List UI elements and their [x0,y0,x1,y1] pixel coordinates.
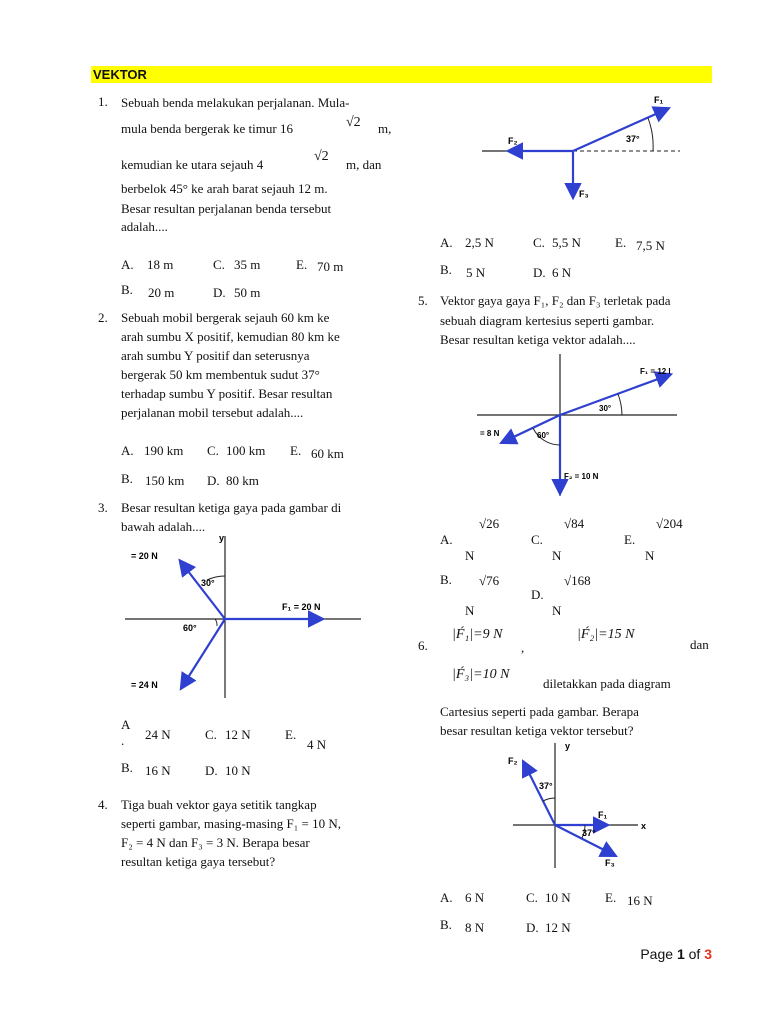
angle-label: 30° [599,404,612,413]
option-letter: D. [207,473,220,488]
angle-arc [618,394,622,415]
q6-line: diletakkan pada diagram [543,676,671,691]
angle-arc [215,619,217,626]
option-letter: A. [121,443,134,458]
option-value: 4 N [307,737,327,752]
q6-line: Cartesius seperti pada gambar. Berapa [440,704,639,719]
option-unit: N [645,548,655,563]
q1-line-5: Besar resultan perjalanan benda tersebut [121,201,332,216]
option-unit: N [552,603,562,618]
q6-f1-magnitude: |F́₁|=9 N [452,627,503,642]
q2-line: arah sumbu Y positif dan seterusnya [121,348,310,363]
f3-label: F₃ [605,858,615,868]
option-letter: D. [213,285,226,300]
q3-line: Besar resultan ketiga gaya pada gambar di [121,500,342,515]
angle-label: 37° [626,134,640,144]
q2-line: terhadap sumbu Y positif. Besar resultan [121,386,333,401]
angle-label: 60° [537,431,550,440]
q2-line: perjalanan mobil tersebut adalah.... [121,405,304,420]
option-letter: B. [121,471,133,486]
x-label: x [641,821,647,831]
q1-line-1: Sebuah benda melakukan perjalanan. Mula- [121,95,350,110]
option-letter: A. [440,532,453,547]
option-letter: C. [531,532,543,547]
option-letter: C. [207,443,219,458]
option-value: 80 km [226,473,259,488]
q6-comma: , [521,640,525,655]
option-letter: A. [121,257,134,272]
question-number: 2. [98,310,108,325]
option-value: 35 m [234,257,261,272]
q1-line-6: adalah.... [121,219,168,234]
option-letter: A. [440,890,453,905]
option-value: 70 m [317,259,344,274]
option-letter: C. [213,257,225,272]
option-letter: E. [624,532,636,547]
vector-f1 [560,375,669,415]
option-letter: D. [205,763,218,778]
page-number: 1 [676,946,685,962]
option-letter: E. [290,443,302,458]
option-letter: D. [526,920,539,935]
q5-line: Vektor gaya gaya F₁, F₂ dan F₃ terletak pada [440,293,671,308]
q4-line: F₂ = 4 N dan F₃ = 3 N. Berapa besar [121,835,310,850]
y-label: y [219,536,225,543]
f2-label: F₂ [508,136,518,146]
option-dot: . [121,733,125,748]
q5-vector-diagram [477,354,677,496]
question-number: 1. [98,94,108,109]
option-value: 50 m [234,285,261,300]
q5-line: sebuah diagram kertesius seperti gambar. [440,313,655,328]
option-value: 6 N [552,265,572,280]
q1-sqrt-2: √2 [314,149,329,164]
option-value: 2,5 N [465,235,494,250]
q4-vector-diagram [480,92,688,210]
option-letter: C. [205,727,217,742]
f1-label: F₁ = 20 N [282,602,321,612]
q4-line: Tiga buah vektor gaya setitik tangkap [121,797,317,812]
f1-label: F₁ = 12 I [640,367,671,376]
option-letter: A. [440,235,453,250]
option-letter: B. [440,572,452,587]
q4-line: seperti gambar, masing-masing F₁ = 10 N, [121,816,342,831]
option-letter: E. [605,890,617,905]
option-unit: N [465,603,475,618]
option-value: 5 N [466,265,486,280]
option-value: 150 km [145,473,185,488]
page-footer [640,946,712,962]
q2-line: arah sumbu X positif, kemudian 80 km ke [121,329,340,344]
page-of: of [688,946,701,962]
option-value: 16 N [145,763,171,778]
option-letter: D. [531,587,544,602]
option-value: 8 N [465,920,485,935]
question-number: 4. [98,797,108,812]
option-value: 16 N [627,893,653,908]
question-number: 3. [98,500,108,515]
f2-label: F₂ = 10 N [564,472,599,481]
page-label: Page [640,946,674,962]
option-value: 12 N [545,920,571,935]
option-value: 5,5 N [552,235,581,250]
option-value: 190 km [144,443,184,458]
q6-f3-magnitude: |F́₃|=10 N [452,667,510,682]
f1-label: F₁ [654,95,664,105]
header-bar [91,66,712,83]
option-value: 18 m [147,257,174,272]
f2-label: F₂ [508,756,518,766]
q6-vector-diagram [508,738,658,868]
option-value: 100 km [226,443,266,458]
option-letter: B. [121,282,133,297]
option-unit: N [465,548,475,563]
q1-line-4: berbelok 45° ke arah barat sejauh 12 m. [121,181,328,196]
q1-line-3a: kemudian ke utara sejauh 4 [121,157,264,172]
vector-f2 [181,562,225,619]
q3-line: bawah adalah.... [121,519,206,534]
option-value: √76 [479,573,500,588]
angle-label: 37° [582,828,596,838]
vector-f3 [503,415,560,442]
q1-sqrt-1: √2 [346,115,361,130]
angle-arc [648,118,653,151]
option-letter: E. [615,235,627,250]
q1-line-3b: m, dan [346,157,382,172]
q2-line: Sebuah mobil bergerak sejauh 60 km ke [121,310,330,325]
y-label: y [565,741,571,751]
q6-dan: dan [690,637,709,652]
option-unit: N [552,548,562,563]
option-value: 10 N [545,890,571,905]
option-value: 7,5 N [636,238,665,253]
option-value: 6 N [465,890,485,905]
option-value: √26 [479,516,500,531]
q5-line: Besar resultan ketiga vektor adalah.... [440,332,636,347]
q3-vector-diagram [125,536,361,698]
q1-line-2b: m, [378,121,392,136]
option-value: √204 [656,516,683,531]
option-value: 12 N [225,727,251,742]
question-number: 6. [418,638,428,653]
f3-label: = 8 N [480,429,500,438]
option-letter: D. [533,265,546,280]
option-letter: E. [285,727,297,742]
option-letter: C. [526,890,538,905]
angle-label: 37° [539,781,553,791]
angle-arc [543,798,555,801]
q1-line-2a: mula benda bergerak ke timur 16 [121,121,293,136]
page-total: 3 [704,946,712,962]
option-letter: A [121,717,131,732]
f2-label: = 20 N [131,551,158,561]
option-value: 20 m [148,285,175,300]
q6-f2-magnitude: |F́₂|=15 N [577,627,635,642]
f3-label: F₃ [579,189,589,199]
option-letter: B. [440,262,452,277]
option-value: √84 [564,516,585,531]
q4-line: resultan ketiga gaya tersebut? [121,854,276,869]
option-value: 10 N [225,763,251,778]
page-title: VEKTOR [93,67,147,82]
vector-f2 [524,763,555,825]
option-letter: B. [440,917,452,932]
f3-label: = 24 N [131,680,158,690]
option-value: √168 [564,573,591,588]
q6-line: besar resultan ketiga vektor tersebut? [440,723,634,738]
angle-label: 60° [183,623,197,633]
option-letter: C. [533,235,545,250]
q2-line: bergerak 50 km membentuk sudut 37° [121,367,320,382]
angle-label: 30° [201,578,215,588]
option-value: 60 km [311,446,344,461]
option-letter: B. [121,760,133,775]
question-number: 5. [418,293,428,308]
option-letter: E. [296,257,308,272]
option-value: 24 N [145,727,171,742]
f1-label: F₁ [598,810,608,820]
